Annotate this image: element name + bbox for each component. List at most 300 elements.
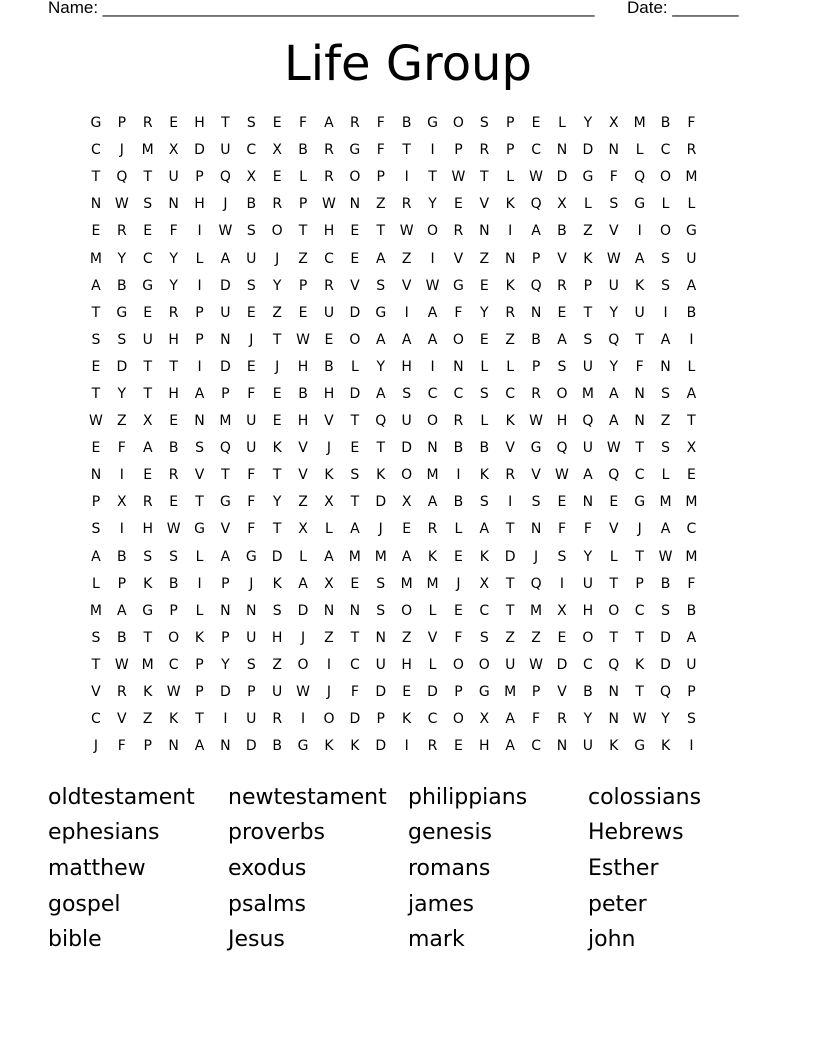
grid-letter: O — [478, 656, 490, 673]
grid-letter: E — [91, 358, 101, 375]
grid-letter: W — [296, 684, 310, 701]
grid-letter: U — [220, 142, 231, 159]
grid-letter: R — [116, 223, 127, 240]
grid-letter: Q — [608, 467, 620, 484]
grid-letter: Q — [634, 169, 646, 186]
grid-letter: B — [686, 602, 697, 619]
grid-letter: R — [349, 115, 360, 132]
grid-letter: K — [479, 548, 489, 565]
grid-letter: T — [272, 521, 282, 538]
word-bank-item: bible — [48, 927, 102, 953]
grid-letter: T — [272, 331, 282, 348]
grid-letter: B — [117, 277, 127, 294]
grid-letter: J — [249, 575, 254, 592]
grid-letter: W — [529, 169, 543, 186]
grid-letter: D — [271, 548, 283, 565]
grid-letter: S — [91, 331, 101, 348]
grid-letter: E — [453, 548, 463, 565]
grid-letter: D — [660, 656, 671, 673]
grid-letter: E — [169, 494, 179, 511]
grid-letter: D — [297, 602, 309, 619]
grid-row — [83, 652, 733, 679]
grid-letter: S — [402, 385, 412, 402]
grid-row — [83, 733, 733, 760]
grid-letter: B — [557, 223, 567, 240]
grid-letter: U — [608, 277, 619, 294]
grid-letter: S — [246, 223, 256, 240]
word-bank-item: proverbs — [228, 820, 326, 846]
grid-letter: D — [427, 684, 438, 701]
grid-letter: N — [220, 602, 231, 619]
grid-letter: P — [117, 575, 127, 592]
grid-letter: S — [661, 602, 670, 619]
grid-letter: O — [401, 602, 413, 619]
grid-row — [83, 137, 733, 164]
grid-letter: I — [197, 223, 202, 240]
grid-letter: H — [479, 738, 490, 755]
grid-row — [83, 354, 733, 381]
grid-letter: B — [401, 115, 412, 132]
grid-letter: T — [143, 358, 152, 375]
grid-letter: T — [350, 629, 360, 646]
grid-letter: L — [506, 358, 515, 375]
grid-letter: T — [91, 169, 101, 186]
grid-letter: K — [272, 440, 282, 457]
grid-letter: T — [195, 711, 204, 728]
grid-row — [83, 571, 733, 598]
grid-letter: K — [505, 196, 515, 213]
name-field-label: Name: ____________________________________________________ — [48, 0, 595, 17]
grid-letter: I — [456, 467, 461, 484]
grid-letter: G — [297, 738, 309, 755]
grid-letter: O — [608, 602, 620, 619]
grid-letter: R — [479, 142, 490, 159]
grid-letter: P — [143, 738, 152, 755]
grid-letter: B — [246, 196, 257, 213]
grid-letter: H — [142, 521, 153, 538]
grid-letter: E — [557, 304, 567, 321]
grid-letter: S — [376, 575, 386, 592]
grid-letter: B — [168, 440, 179, 457]
grid-letter: D — [220, 358, 231, 375]
grid-letter: S — [557, 548, 567, 565]
grid-letter: V — [608, 521, 619, 538]
grid-letter: M — [141, 142, 154, 159]
grid-letter: E — [609, 494, 619, 511]
grid-letter: C — [531, 738, 541, 755]
grid-letter: T — [505, 602, 515, 619]
grid-letter: P — [117, 115, 127, 132]
grid-letter: S — [609, 196, 619, 213]
word-bank-item: colossians — [588, 784, 702, 810]
grid-letter: U — [246, 440, 257, 457]
grid-letter: E — [402, 684, 412, 701]
grid-letter: S — [661, 385, 670, 402]
grid-row — [83, 327, 733, 354]
word-bank-item: exodus — [228, 855, 307, 881]
grid-letter: D — [375, 684, 387, 701]
grid-letter: P — [376, 169, 385, 186]
grid-letter: Y — [169, 277, 178, 294]
grid-letter: T — [169, 358, 178, 375]
grid-letter: R — [272, 196, 283, 213]
grid-letter: W — [166, 521, 181, 538]
grid-letter: L — [350, 358, 359, 375]
grid-letter: H — [194, 196, 205, 213]
grid-letter: W — [632, 711, 647, 728]
grid-letter: K — [505, 413, 515, 430]
grid-letter: W — [89, 413, 103, 430]
grid-letter: J — [275, 358, 280, 375]
grid-letter: A — [142, 440, 153, 457]
grid-letter: A — [660, 521, 671, 538]
grid-letter: E — [531, 115, 541, 132]
grid-letter: U — [246, 250, 257, 267]
grid-letter: E — [272, 115, 282, 132]
grid-letter: Y — [661, 711, 670, 728]
grid-letter: R — [453, 413, 464, 430]
grid-letter: P — [376, 711, 385, 728]
grid-letter: U — [246, 413, 257, 430]
grid-letter: I — [223, 711, 228, 728]
grid-letter: A — [91, 548, 101, 565]
grid-letter: M — [141, 656, 154, 673]
grid-letter: O — [297, 656, 309, 673]
grid-letter: A — [608, 413, 619, 430]
grid-letter: P — [195, 684, 204, 701]
grid-letter: N — [530, 521, 542, 538]
grid-letter: X — [686, 440, 697, 457]
grid-letter: K — [350, 738, 360, 755]
grid-letter: X — [401, 494, 412, 511]
grid-letter: E — [350, 440, 360, 457]
grid-letter: E — [272, 385, 282, 402]
grid-letter: X — [324, 494, 334, 511]
grid-letter: R — [505, 467, 516, 484]
grid-letter: P — [221, 385, 230, 402]
grid-letter: T — [428, 169, 437, 186]
grid-letter: G — [582, 169, 594, 186]
word-bank-item: Hebrews — [588, 820, 684, 846]
grid-letter: Z — [298, 494, 308, 511]
grid-letter: F — [247, 521, 256, 538]
grid-letter: N — [634, 385, 645, 402]
grid-letter: R — [531, 385, 541, 402]
grid-letter: O — [427, 223, 439, 240]
grid-letter: R — [168, 467, 179, 484]
grid-letter: V — [350, 277, 360, 294]
grid-letter: R — [142, 494, 153, 511]
grid-letter: E — [687, 467, 696, 484]
grid-letter: A — [531, 223, 541, 240]
grid-letter: Y — [169, 250, 178, 267]
grid-letter: E — [479, 277, 489, 294]
grid-letter: A — [686, 277, 697, 294]
grid-letter: Z — [117, 413, 127, 430]
grid-letter: Y — [221, 656, 230, 673]
grid-letter: I — [559, 575, 565, 592]
grid-letter: U — [505, 656, 516, 673]
grid-letter: L — [687, 196, 696, 213]
grid-letter: V — [453, 250, 464, 267]
grid-letter: H — [271, 629, 283, 646]
grid-letter: F — [117, 440, 126, 457]
grid-letter: E — [453, 196, 463, 213]
grid-letter: M — [348, 548, 361, 565]
grid-letter: H — [297, 358, 309, 375]
grid-letter: S — [195, 440, 204, 457]
grid-letter: A — [375, 385, 386, 402]
grid-letter: Q — [608, 656, 620, 673]
grid-letter: V — [557, 250, 567, 267]
grid-letter: N — [608, 142, 619, 159]
grid-letter: U — [401, 413, 412, 430]
grid-letter: R — [557, 711, 567, 728]
grid-letter: C — [531, 142, 541, 159]
grid-letter: J — [223, 196, 228, 213]
grid-letter: P — [531, 684, 541, 701]
grid-letter: L — [428, 602, 437, 619]
word-bank-item: Esther — [588, 855, 659, 881]
grid-letter: S — [661, 250, 670, 267]
grid-letter: G — [90, 115, 102, 132]
grid-letter: O — [556, 385, 568, 402]
grid-letter: W — [296, 331, 310, 348]
grid-letter: S — [661, 440, 670, 457]
grid-letter: B — [583, 684, 593, 701]
grid-letter: A — [117, 602, 127, 619]
grid-letter: Q — [556, 440, 568, 457]
grid-row — [83, 381, 733, 408]
grid-letter: C — [168, 656, 179, 673]
grid-letter: P — [195, 304, 204, 321]
grid-letter: B — [117, 548, 127, 565]
grid-letter: P — [298, 277, 308, 294]
grid-letter: A — [583, 467, 593, 484]
grid-letter: R — [324, 169, 334, 186]
grid-letter: C — [349, 656, 360, 673]
grid-letter: Z — [479, 250, 490, 267]
grid-letter: F — [247, 385, 256, 402]
grid-letter: C — [634, 467, 645, 484]
grid-letter: D — [556, 656, 568, 673]
grid-letter: A — [660, 331, 671, 348]
grid-letter: P — [531, 358, 541, 375]
grid-letter: D — [660, 629, 671, 646]
grid-letter: P — [221, 629, 230, 646]
grid-letter: P — [531, 250, 541, 267]
grid-letter: G — [219, 494, 231, 511]
grid-letter: Y — [272, 277, 282, 294]
grid-letter: U — [220, 304, 231, 321]
grid-letter: G — [478, 684, 490, 701]
word-bank-row — [48, 816, 768, 852]
grid-letter: R — [324, 277, 334, 294]
grid-letter: M — [685, 169, 698, 186]
word-bank-row — [48, 887, 768, 923]
grid-letter: T — [143, 385, 152, 402]
grid-letter: O — [452, 115, 464, 132]
grid-letter: P — [91, 494, 101, 511]
grid-letter: T — [91, 385, 101, 402]
grid-row — [83, 462, 733, 489]
grid-letter: V — [401, 277, 412, 294]
grid-letter: I — [301, 711, 306, 728]
grid-letter: F — [299, 115, 308, 132]
grid-letter: L — [609, 548, 618, 565]
grid-letter: Q — [608, 331, 620, 348]
grid-letter: N — [608, 711, 619, 728]
grid-letter: T — [635, 331, 644, 348]
grid-letter: Z — [272, 304, 282, 321]
grid-letter: N — [556, 142, 568, 159]
grid-letter: C — [686, 521, 697, 538]
word-bank-row — [48, 851, 768, 887]
grid-letter: H — [582, 602, 594, 619]
grid-letter: T — [91, 656, 101, 673]
grid-letter: J — [249, 331, 254, 348]
grid-letter: U — [375, 656, 386, 673]
grid-letter: X — [117, 494, 127, 511]
grid-letter: A — [401, 331, 412, 348]
grid-letter: C — [427, 385, 438, 402]
grid-letter: D — [504, 548, 516, 565]
grid-letter: N — [375, 629, 386, 646]
grid-letter: I — [404, 169, 409, 186]
grid-letter: V — [479, 196, 490, 213]
grid-letter: E — [453, 602, 463, 619]
grid-letter: D — [245, 738, 257, 755]
grid-letter: Y — [583, 115, 593, 132]
grid-letter: I — [508, 223, 513, 240]
grid-letter: F — [169, 223, 178, 240]
grid-letter: F — [376, 115, 385, 132]
grid-letter: I — [637, 223, 642, 240]
grid-letter: F — [117, 738, 126, 755]
grid-letter: W — [529, 656, 543, 673]
grid-letter: X — [168, 142, 179, 159]
grid-letter: A — [220, 548, 231, 565]
grid-letter: H — [194, 115, 205, 132]
grid-letter: Q — [116, 169, 128, 186]
grid-letter: K — [609, 738, 619, 755]
grid-letter: G — [634, 196, 646, 213]
grid-letter: C — [324, 250, 334, 267]
grid-letter: W — [529, 413, 543, 430]
page-title: Life Group — [284, 36, 532, 92]
grid-letter: A — [375, 250, 386, 267]
grid-letter: D — [116, 358, 128, 375]
grid-letter: Y — [609, 304, 619, 321]
grid-letter: R — [272, 711, 283, 728]
grid-letter: D — [375, 738, 387, 755]
grid-letter: I — [663, 304, 668, 321]
grid-letter: J — [326, 684, 332, 701]
grid-letter: U — [582, 738, 593, 755]
word-bank-row — [48, 780, 768, 816]
grid-letter: B — [686, 304, 697, 321]
grid-letter: G — [634, 738, 646, 755]
grid-letter: T — [609, 629, 619, 646]
grid-letter: M — [581, 385, 594, 402]
grid-letter: J — [534, 548, 539, 565]
word-bank-item: mark — [408, 927, 465, 953]
worksheet-header — [48, 0, 748, 20]
grid-letter: Z — [375, 196, 386, 213]
grid-letter: U — [634, 304, 645, 321]
grid-letter: O — [323, 711, 335, 728]
grid-letter: U — [246, 711, 257, 728]
grid-letter: C — [660, 142, 671, 159]
grid-letter: T — [635, 629, 644, 646]
grid-letter: W — [606, 250, 621, 267]
grid-letter: R — [142, 115, 153, 132]
word-bank-item: philippians — [408, 784, 528, 810]
grid-letter: M — [685, 494, 698, 511]
grid-letter: G — [375, 304, 387, 321]
grid-letter: R — [453, 223, 464, 240]
grid-letter: E — [350, 250, 360, 267]
grid-letter: W — [166, 684, 181, 701]
grid-letter: U — [246, 629, 257, 646]
grid-letter: B — [298, 385, 308, 402]
grid-letter: C — [427, 711, 438, 728]
grid-letter: S — [169, 548, 179, 565]
grid-row — [83, 435, 733, 462]
grid-letter: I — [119, 521, 124, 538]
grid-letter: A — [427, 494, 438, 511]
grid-letter: E — [169, 115, 179, 132]
grid-letter: Y — [117, 385, 127, 402]
grid-letter: X — [298, 521, 308, 538]
grid-letter: P — [505, 142, 515, 159]
grid-letter: R — [686, 142, 697, 159]
grid-letter: C — [91, 711, 101, 728]
grid-letter: V — [220, 521, 231, 538]
grid-letter: A — [324, 548, 334, 565]
grid-letter: J — [119, 142, 124, 159]
grid-letter: X — [142, 413, 153, 430]
grid-letter: T — [350, 494, 360, 511]
grid-letter: A — [220, 250, 231, 267]
grid-letter: N — [660, 358, 671, 375]
grid-letter: U — [582, 440, 593, 457]
grid-letter: W — [218, 223, 233, 240]
grid-letter: F — [687, 115, 696, 132]
grid-letter: G — [194, 521, 205, 538]
grid-letter: T — [143, 169, 152, 186]
grid-row — [83, 110, 733, 137]
grid-letter: M — [426, 467, 439, 484]
grid-letter: B — [660, 115, 671, 132]
grid-letter: J — [637, 521, 642, 538]
grid-letter: Q — [530, 277, 542, 294]
grid-letter: L — [454, 521, 463, 538]
grid-letter: H — [168, 331, 179, 348]
grid-letter: T — [635, 684, 644, 701]
grid-letter: E — [402, 521, 412, 538]
grid-letter: F — [350, 684, 359, 701]
grid-letter: S — [376, 602, 386, 619]
grid-letter: E — [91, 440, 101, 457]
grid-letter: S — [479, 385, 489, 402]
grid-row — [83, 300, 733, 327]
grid-letter: N — [634, 413, 645, 430]
grid-letter: S — [479, 115, 489, 132]
grid-row — [83, 516, 733, 543]
grid-letter: S — [583, 331, 593, 348]
grid-letter: I — [404, 304, 409, 321]
